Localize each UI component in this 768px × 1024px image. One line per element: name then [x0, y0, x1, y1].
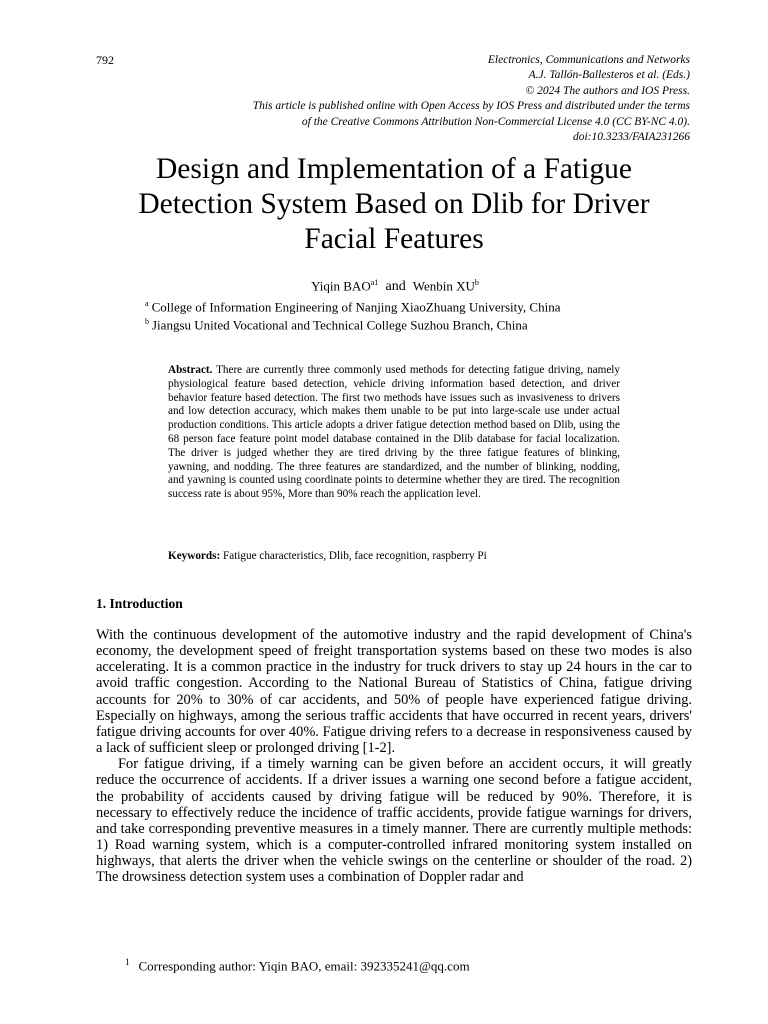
abstract-label: Abstract.: [168, 364, 213, 376]
author-affiliation-mark: a1: [370, 278, 379, 287]
keywords-text: Fatigue characteristics, Dlib, face recognition, raspberry Pi: [223, 550, 487, 562]
keywords: [168, 550, 620, 562]
footnote-label: Corresponding author:: [138, 958, 256, 974]
publication-header: [70, 53, 690, 145]
author-line: [0, 278, 768, 295]
header-line: A.J. Tallón-Ballesteros et al. (Eds.): [528, 69, 690, 82]
abstract-text: There are currently three commonly used methods for detecting fatigue driving, namely physiological feature based detection, vehicle driving information based detection, and driver behavior feature based detection. The first two methods have issues such as invasiveness to drivers and low detection accuracy, which makes them unable to be put into large-scale use under actual production conditions. This article adopts a driver fatigue detection method based on Dlib, using the 68 person face feature point model database contained in the Dlib database for facial localization. The driver is judged whether they are tired driving by the three fatigue features of blinking, yawning, and nodding. The three features are standardized, and the number of blinking, nodding, and yawning is counted using coordinate points to determine whether they are tired. The recognition success rate is about 95%, More than 90% reach the application level.: [168, 364, 620, 501]
author-conjunction: and: [385, 279, 406, 295]
header-line: © 2024 The authors and IOS Press.: [525, 84, 690, 97]
header-line: This article is published online with Open Access by IOS Press and distributed under the terms: [252, 100, 690, 113]
abstract: [168, 364, 620, 502]
affiliation-b: [145, 317, 528, 333]
paragraph: For fatigue driving, if a timely warning can be given before an accident occurs, it will greatly reduce the occurrence of accidents. If a driver issues a warning one second before a fatigue accident, the probability of accidents caused by driving fatigue will be reduced by 90%. Therefore, it is necessary to effectively reduce the incidence of traffic accidents, provide fatigue warnings for drivers, and take corresponding preventive measures in a timely manner. There are currently multiple methods: 1) Road warning system, which is a computer-controlled infrared monitoring system installed on highways, that alerts the driver when the vehicle swings on the centerline or shoulder of the road. 2) The drowsiness detection system uses a combination of Doppler radar and: [96, 756, 692, 886]
affiliation-mark: a: [145, 299, 149, 308]
title-line: Design and Implementation of a Fatigue: [156, 153, 632, 185]
title-line: Facial Features: [304, 223, 484, 255]
header-line: Electronics, Communications and Networks: [487, 54, 690, 66]
title-line: Detection System Based on Dlib for Driver: [138, 188, 650, 220]
footnote-mark: 1: [125, 957, 130, 967]
author-name: Yiqin BAO: [311, 278, 371, 294]
affiliation-mark: b: [145, 317, 149, 326]
affiliation-text: College of Information Engineering of Nanjing XiaoZhuang University, China: [151, 299, 561, 315]
paragraph: With the continuous development of the automotive industry and the rapid development of China's economy, the development speed of freight transportation systems based on these two modes is also accelerating. It is a common practice in the industry for truck drivers to stay up 24 hours in the car to avoid traffic congestion. According to the National Bureau of Statistics of China, fatigue driving accounts for 20% to 30% of car accidents, and 50% of people have experienced fatigue driving. Especially on highways, among the serious traffic accidents that have occurred in recent years, drivers' fatigue driving accounts for over 40%. Fatigue driving refers to a decrease in responsiveness caused by a lack of sufficient sleep or prolonged driving [1-2].: [96, 627, 692, 757]
author-affiliation-mark: b: [474, 278, 479, 287]
paper-title: [60, 152, 728, 257]
author-name: Wenbin XU: [412, 278, 475, 294]
header-line: of the Creative Commons Attribution Non-Commercial License 4.0 (CC BY-NC 4.0).: [301, 115, 690, 128]
doi-line: doi:10.3233/FAIA231266: [572, 131, 690, 144]
section-heading: 1. Introduction: [96, 596, 183, 611]
footnote-text: Yiqin BAO, email: 392335241@qq.com: [258, 958, 470, 974]
affiliation-a: [145, 299, 561, 315]
keywords-label: Keywords:: [168, 550, 221, 562]
page-number: 792: [96, 53, 114, 67]
footnote: [125, 957, 470, 974]
body-text: [96, 627, 692, 886]
affiliation-text: Jiangsu United Vocational and Technical College Suzhou Branch, China: [152, 317, 528, 333]
